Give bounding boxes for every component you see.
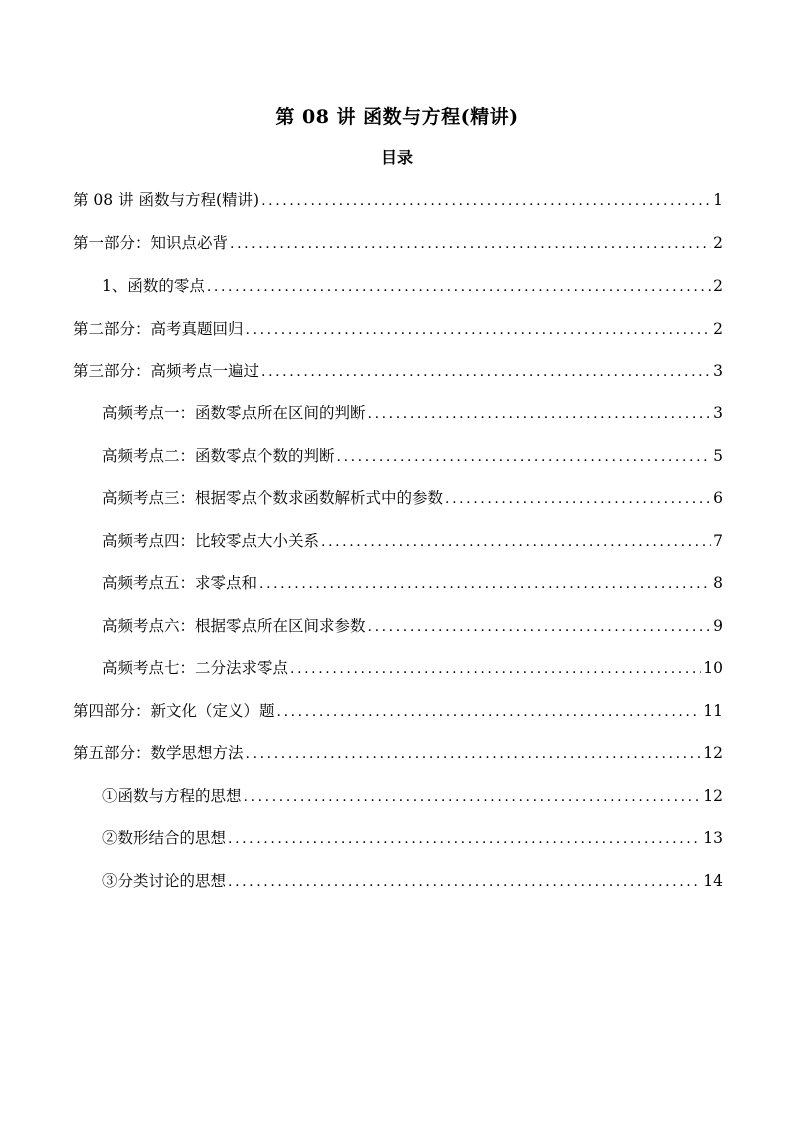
toc-entry-function-zeros[interactable] <box>102 273 723 299</box>
toc-entry-method-3[interactable] <box>102 868 723 894</box>
toc-entry-label: 高频考点一：函数零点所在区间的判断 <box>102 404 366 422</box>
toc-leader-dots <box>246 741 702 767</box>
toc-entry-page: 2 <box>713 277 723 295</box>
toc-entry-topic-4[interactable] <box>102 528 723 554</box>
toc-entry-label: ③分类讨论的思想 <box>102 872 227 890</box>
toc-entry-page: 10 <box>703 659 723 677</box>
toc-entry-label: 高频考点四：比较零点大小关系 <box>102 532 320 550</box>
toc-entry-topic-2[interactable] <box>102 443 723 469</box>
toc-entry-label: 高频考点三：根据零点个数求函数解析式中的参数 <box>102 489 444 507</box>
toc-entry-label: ①函数与方程的思想 <box>102 787 242 805</box>
toc-leader-dots <box>368 614 712 640</box>
toc-leader-dots <box>207 274 711 300</box>
toc-leader-dots <box>246 317 712 343</box>
toc-leader-dots <box>321 529 711 555</box>
toc-entry-page: 3 <box>713 362 723 380</box>
toc-entry-page: 3 <box>713 404 723 422</box>
toc-leader-dots <box>228 826 701 852</box>
toc-entry-label: 第一部分：知识点必背 <box>73 234 229 252</box>
toc-entry-label: 第五部分：数学思想方法 <box>73 744 244 762</box>
toc-entry-method-2[interactable] <box>102 825 723 851</box>
toc-leader-dots <box>228 869 701 895</box>
toc-entry-part-5[interactable] <box>73 740 723 766</box>
toc-leader-dots <box>445 486 711 512</box>
toc-entry-page: 2 <box>713 320 723 338</box>
toc-entry-topic-7[interactable] <box>102 655 723 681</box>
toc-entry-page: 12 <box>703 787 723 805</box>
toc-entry-label: 高频考点二：函数零点个数的判断 <box>102 447 335 465</box>
toc-leader-dots <box>337 444 712 470</box>
toc-leader-dots <box>230 231 711 257</box>
document-title: 第 08 讲 函数与方程(精讲) <box>275 106 519 128</box>
toc-entry-label: 1、函数的零点 <box>102 277 205 295</box>
toc-leader-dots <box>290 656 701 682</box>
toc-entry-page: 6 <box>713 489 723 507</box>
toc-entry-method-1[interactable] <box>102 783 723 809</box>
toc-entry-label: 高频考点七：二分法求零点 <box>102 659 289 677</box>
toc-leader-dots <box>277 699 702 725</box>
toc-entry-label: ②数形结合的思想 <box>102 829 227 847</box>
toc-entry-topic-3[interactable] <box>102 485 723 511</box>
toc-entry-part-4[interactable] <box>73 698 723 724</box>
toc-entry-page: 7 <box>713 532 723 550</box>
toc-entry-page: 8 <box>713 574 723 592</box>
toc-leader-dots <box>244 784 702 810</box>
toc-entry-part-1[interactable] <box>73 230 723 256</box>
toc-entry-page: 11 <box>703 702 723 720</box>
toc-entry-page: 9 <box>713 617 723 635</box>
toc-entry-page: 14 <box>703 872 723 890</box>
toc-entry-label: 高频考点五：求零点和 <box>102 574 258 592</box>
toc-entry-page: 2 <box>713 234 723 252</box>
toc-entry-label: 高频考点六：根据零点所在区间求参数 <box>102 617 366 635</box>
toc-leader-dots <box>368 401 712 427</box>
toc-entry-part-3[interactable] <box>73 358 723 384</box>
toc-entry-part-2[interactable] <box>73 316 723 342</box>
toc-heading: 目录 <box>380 148 413 167</box>
toc-entry-topic-5[interactable] <box>102 570 723 596</box>
toc-entry-page: 13 <box>703 829 723 847</box>
toc-entry-topic-1[interactable] <box>102 400 723 426</box>
toc-entry-label: 第二部分：高考真题回归 <box>73 320 244 338</box>
toc-leader-dots <box>259 571 711 597</box>
toc-leader-dots <box>261 188 711 214</box>
toc-entry-label: 第三部分：高频考点一遍过 <box>73 362 260 380</box>
toc-entry-page: 1 <box>713 191 723 209</box>
toc-entry-page: 5 <box>713 447 723 465</box>
toc-entry-lesson-title[interactable] <box>73 187 723 213</box>
toc-entry-label: 第 08 讲 函数与方程(精讲) <box>73 191 260 209</box>
toc-entry-topic-6[interactable] <box>102 613 723 639</box>
toc-entry-label: 第四部分：新文化（定义）题 <box>73 702 275 720</box>
toc-entry-page: 12 <box>703 744 723 762</box>
toc-leader-dots <box>261 359 711 385</box>
